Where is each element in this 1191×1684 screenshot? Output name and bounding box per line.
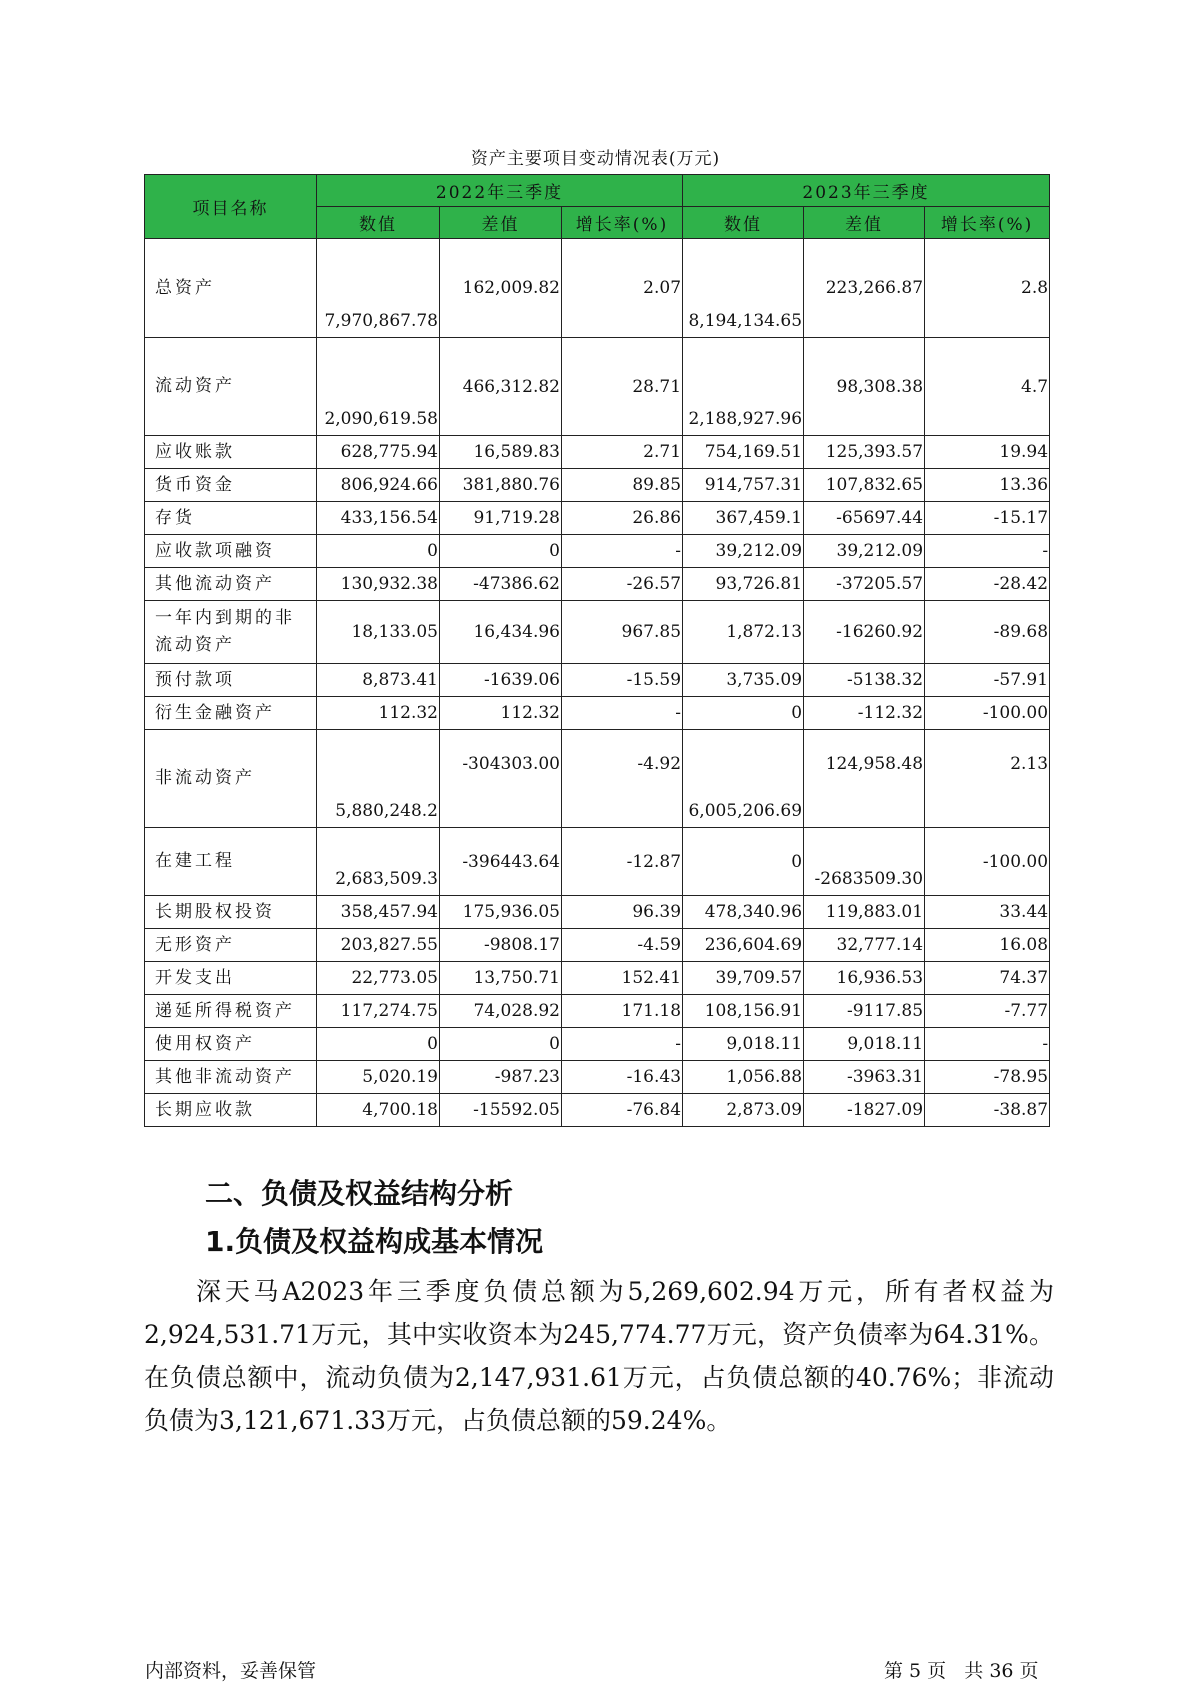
cell-g2: 2.13: [925, 730, 1050, 828]
row-label: 无形资产: [145, 929, 317, 962]
cell-d1: -396443.64: [440, 828, 562, 896]
cell-d1: -9808.17: [440, 929, 562, 962]
cell-v2: 1,056.88: [683, 1061, 804, 1094]
cell-d1: -1639.06: [440, 664, 562, 697]
cell-g2: -15.17: [925, 502, 1050, 535]
cell-v2: 1,872.13: [683, 601, 804, 664]
cell-v2: 8,194,134.65: [683, 239, 804, 338]
row-label: 衍生金融资产: [145, 697, 317, 730]
cell-d1: 0: [440, 1028, 562, 1061]
analysis-paragraph: [144, 1270, 1054, 1442]
row-label: 应收账款: [145, 436, 317, 469]
cell-v2: 2,188,927.96: [683, 338, 804, 436]
cell-v1: 4,700.18: [317, 1094, 440, 1127]
table-caption: 资产主要项目变动情况表(万元): [470, 149, 721, 169]
cell-g1: -4.59: [562, 929, 683, 962]
cell-v1: 18,133.05: [317, 601, 440, 664]
cell-g2: -57.91: [925, 664, 1050, 697]
cell-v2: 108,156.91: [683, 995, 804, 1028]
cell-v2: 3,735.09: [683, 664, 804, 697]
table-row: [145, 469, 1050, 502]
cell-d2: 107,832.65: [804, 469, 925, 502]
footer-confidential: 内部资料，妥善保管: [145, 1660, 317, 1682]
cell-v2: 0: [683, 697, 804, 730]
cell-d2: -16260.92: [804, 601, 925, 664]
cell-d2: 32,777.14: [804, 929, 925, 962]
cell-d2: 119,883.01: [804, 896, 925, 929]
cell-g1: -15.59: [562, 664, 683, 697]
table-row: [145, 664, 1050, 697]
cell-d2: 9,018.11: [804, 1028, 925, 1061]
table-row: [145, 601, 1050, 664]
cell-d1: -15592.05: [440, 1094, 562, 1127]
table-row: [145, 995, 1050, 1028]
row-label: 其他流动资产: [145, 568, 317, 601]
cell-v2: 478,340.96: [683, 896, 804, 929]
row-label: 非流动资产: [145, 730, 317, 828]
cell-d1: 16,589.83: [440, 436, 562, 469]
cell-g1: 26.86: [562, 502, 683, 535]
cell-g2: -78.95: [925, 1061, 1050, 1094]
cell-d1: -987.23: [440, 1061, 562, 1094]
table-row: [145, 1028, 1050, 1061]
cell-g1: 2.71: [562, 436, 683, 469]
cell-v1: 2,683,509.3: [317, 828, 440, 896]
cell-g1: -12.87: [562, 828, 683, 896]
cell-g1: -16.43: [562, 1061, 683, 1094]
cell-d2: 39,212.09: [804, 535, 925, 568]
row-label: 应收款项融资: [145, 535, 317, 568]
cell-d1: -304303.00: [440, 730, 562, 828]
cell-v1: 806,924.66: [317, 469, 440, 502]
cell-g2: -: [925, 535, 1050, 568]
period-2022-header: 2022年三季度: [317, 175, 683, 207]
cell-v2: 9,018.11: [683, 1028, 804, 1061]
table-row: [145, 828, 1050, 896]
cell-d2: -9117.85: [804, 995, 925, 1028]
row-label: 递延所得税资产: [145, 995, 317, 1028]
cell-v2: 0: [683, 828, 804, 896]
cell-g1: -: [562, 1028, 683, 1061]
row-label: 其他非流动资产: [145, 1061, 317, 1094]
cell-g2: -7.77: [925, 995, 1050, 1028]
cell-d2: 98,308.38: [804, 338, 925, 436]
table-row: [145, 896, 1050, 929]
cell-d2: -65697.44: [804, 502, 925, 535]
section-subheading: 1.负债及权益构成基本情况: [205, 1225, 544, 1258]
cell-v1: 7,970,867.78: [317, 239, 440, 338]
cell-v1: 5,020.19: [317, 1061, 440, 1094]
table-row: [145, 502, 1050, 535]
table-row: [145, 730, 1050, 828]
table-row: [145, 568, 1050, 601]
cell-v2: 367,459.1: [683, 502, 804, 535]
row-label: 预付款项: [145, 664, 317, 697]
cell-v2: 754,169.51: [683, 436, 804, 469]
cell-g2: 74.37: [925, 962, 1050, 995]
table-row: [145, 436, 1050, 469]
cell-v2: 39,709.57: [683, 962, 804, 995]
cell-d2: -5138.32: [804, 664, 925, 697]
cell-d2: 124,958.48: [804, 730, 925, 828]
cell-d1: 162,009.82: [440, 239, 562, 338]
cell-d1: 0: [440, 535, 562, 568]
table-row: [145, 1094, 1050, 1127]
cell-g2: 2.8: [925, 239, 1050, 338]
section-heading: 二、负债及权益结构分析: [205, 1177, 514, 1210]
table-row: [145, 239, 1050, 338]
cell-v1: 8,873.41: [317, 664, 440, 697]
paragraph-text: 深天马A2023年三季度负债总额为5,269,602.94万元，所有者权益为2,924,531.71万元，其中实收资本为245,774.77万元，资产负债率为64.31%。在负债总额中，流动负债为2,147,931.61万元，占负债总额的40.76%；非流动负债为3,121,671.33万元，占负债总额的59.24%。: [144, 1277, 1054, 1435]
item-name-header: 项目名称: [145, 175, 317, 239]
subheader-value-2023: 数值: [683, 207, 804, 239]
row-label: 在建工程: [145, 828, 317, 896]
cell-v1: 22,773.05: [317, 962, 440, 995]
cell-g1: -76.84: [562, 1094, 683, 1127]
cell-v2: 93,726.81: [683, 568, 804, 601]
cell-d2: -37205.57: [804, 568, 925, 601]
table-row: [145, 929, 1050, 962]
footer-page-number: 第 5 页 共 36 页: [884, 1660, 1039, 1682]
cell-g1: 2.07: [562, 239, 683, 338]
cell-v2: 2,873.09: [683, 1094, 804, 1127]
subheader-value-2022: 数值: [317, 207, 440, 239]
cell-d2: 223,266.87: [804, 239, 925, 338]
row-label: 一年内到期的非流动资产: [145, 601, 317, 664]
cell-g1: 171.18: [562, 995, 683, 1028]
subheader-diff-2022: 差值: [440, 207, 562, 239]
cell-v1: 628,775.94: [317, 436, 440, 469]
subheader-growth-2022: 增长率(%): [562, 207, 683, 239]
cell-v1: 358,457.94: [317, 896, 440, 929]
cell-d1: -47386.62: [440, 568, 562, 601]
cell-v1: 0: [317, 1028, 440, 1061]
cell-d1: 381,880.76: [440, 469, 562, 502]
table-row: [145, 338, 1050, 436]
cell-g1: -: [562, 697, 683, 730]
cell-g2: -89.68: [925, 601, 1050, 664]
cell-g2: 16.08: [925, 929, 1050, 962]
table-row: [145, 535, 1050, 568]
row-label: 长期应收款: [145, 1094, 317, 1127]
cell-g2: -100.00: [925, 697, 1050, 730]
cell-g2: 19.94: [925, 436, 1050, 469]
table-row: [145, 697, 1050, 730]
cell-g1: 89.85: [562, 469, 683, 502]
cell-d2: 125,393.57: [804, 436, 925, 469]
cell-d1: 13,750.71: [440, 962, 562, 995]
cell-g1: 967.85: [562, 601, 683, 664]
cell-g1: -4.92: [562, 730, 683, 828]
cell-v2: 39,212.09: [683, 535, 804, 568]
table-body: [145, 239, 1050, 1127]
cell-d1: 91,719.28: [440, 502, 562, 535]
cell-d2: -1827.09: [804, 1094, 925, 1127]
cell-g1: -: [562, 535, 683, 568]
cell-d2: -2683509.30: [804, 828, 925, 896]
cell-g2: -38.87: [925, 1094, 1050, 1127]
cell-d1: 175,936.05: [440, 896, 562, 929]
cell-g1: 152.41: [562, 962, 683, 995]
cell-v1: 0: [317, 535, 440, 568]
cell-d1: 112.32: [440, 697, 562, 730]
cell-g2: -: [925, 1028, 1050, 1061]
row-label: 长期股权投资: [145, 896, 317, 929]
cell-g2: -28.42: [925, 568, 1050, 601]
subheader-diff-2023: 差值: [804, 207, 925, 239]
cell-v1: 130,932.38: [317, 568, 440, 601]
cell-d2: -112.32: [804, 697, 925, 730]
cell-d2: -3963.31: [804, 1061, 925, 1094]
cell-d1: 74,028.92: [440, 995, 562, 1028]
cell-d1: 16,434.96: [440, 601, 562, 664]
cell-v1: 2,090,619.58: [317, 338, 440, 436]
cell-v1: 112.32: [317, 697, 440, 730]
cell-v2: 236,604.69: [683, 929, 804, 962]
cell-v1: 433,156.54: [317, 502, 440, 535]
cell-d2: 16,936.53: [804, 962, 925, 995]
cell-v2: 6,005,206.69: [683, 730, 804, 828]
table-row: [145, 1061, 1050, 1094]
subheader-growth-2023: 增长率(%): [925, 207, 1050, 239]
row-label: 使用权资产: [145, 1028, 317, 1061]
cell-v2: 914,757.31: [683, 469, 804, 502]
asset-change-table: [144, 174, 1050, 1127]
period-2023-header: 2023年三季度: [683, 175, 1050, 207]
cell-v1: 203,827.55: [317, 929, 440, 962]
cell-v1: 117,274.75: [317, 995, 440, 1028]
cell-g1: -26.57: [562, 568, 683, 601]
row-label: 流动资产: [145, 338, 317, 436]
table-row: [145, 962, 1050, 995]
cell-g2: 4.7: [925, 338, 1050, 436]
row-label: 总资产: [145, 239, 317, 338]
cell-g1: 28.71: [562, 338, 683, 436]
cell-g1: 96.39: [562, 896, 683, 929]
cell-g2: -100.00: [925, 828, 1050, 896]
row-label: 货币资金: [145, 469, 317, 502]
row-label: 存货: [145, 502, 317, 535]
cell-d1: 466,312.82: [440, 338, 562, 436]
cell-g2: 33.44: [925, 896, 1050, 929]
cell-g2: 13.36: [925, 469, 1050, 502]
cell-v1: 5,880,248.2: [317, 730, 440, 828]
row-label: 开发支出: [145, 962, 317, 995]
